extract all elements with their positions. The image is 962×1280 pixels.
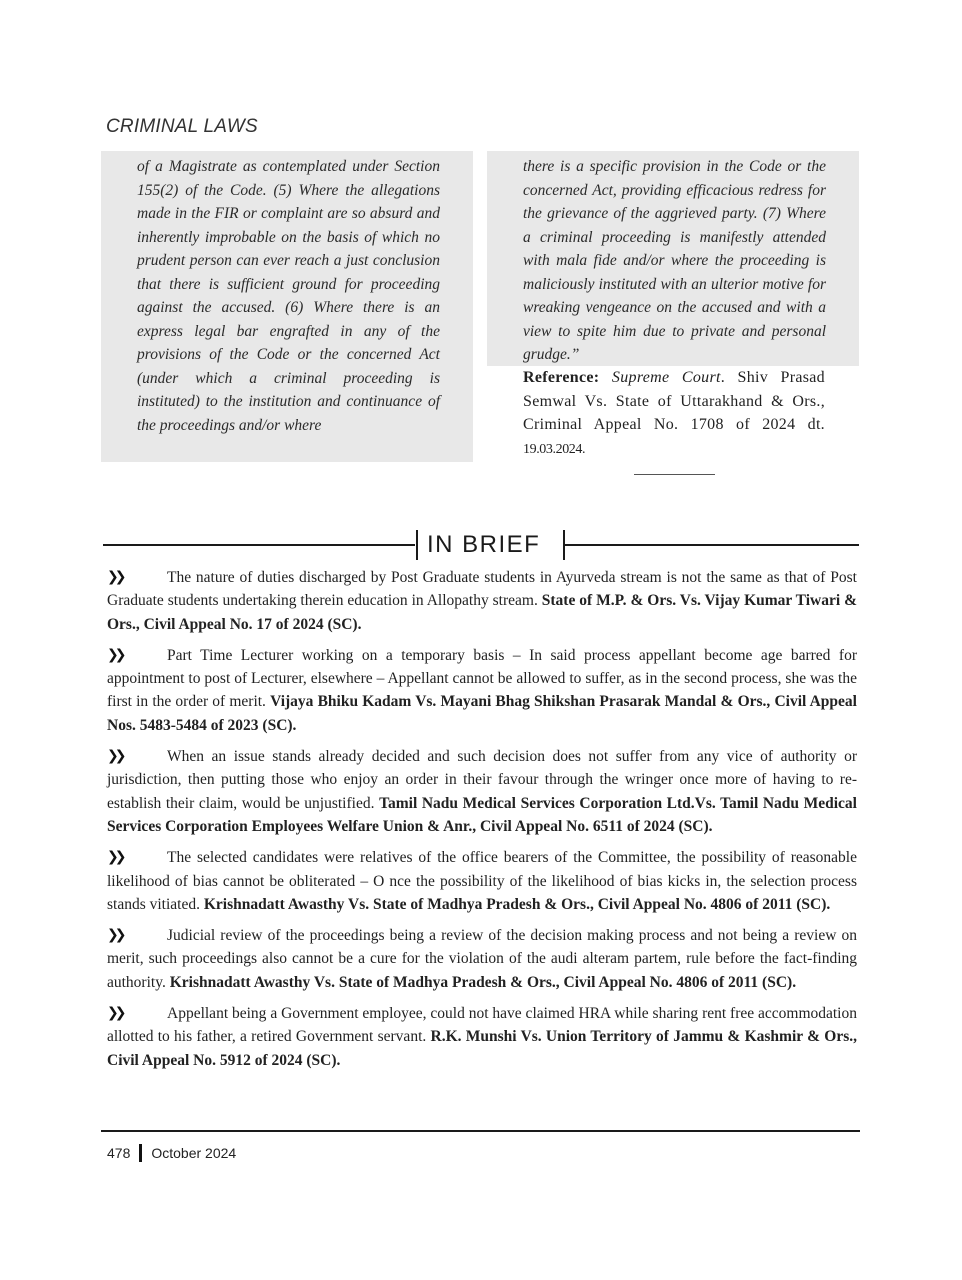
brief-citation: Vijaya Bhiku Kadam Vs. Mayani Bhag Shikshan Prasarak Mandal & Ors., Civil Appeal Nos. 5483-5484 of 2023 (SC).	[107, 693, 857, 734]
brief-item	[107, 745, 857, 838]
in-brief-header	[103, 530, 859, 560]
brief-citation: Tamil Nadu Medical Services Corporation Ltd.Vs. Tamil Nadu Medical Services Corporation Employees Welfare Union & Anr., Civil Appeal No. 6511 of 2024 (SC).	[107, 794, 857, 835]
brief-item	[107, 566, 857, 636]
brief-text: The selected candidates were relatives of the office bearers of the Committee, the possibility of reasonable likelihood of bias cannot be obliterated – O nce the possibility of the likelihood of bias kicks in, the selection process stands vitiated.	[107, 849, 857, 913]
brief-text: When an issue stands already decided and such decision does not suffer from any vice of authority or jurisdiction, then putting those who enjoy an order in their favour through the wringer once more of having to re-establish their claim, would be unjustified.	[107, 748, 857, 812]
issue-date: October 2024	[151, 1145, 237, 1161]
brief-item	[107, 924, 857, 994]
section-title: CRIMINAL LAWS	[106, 116, 258, 137]
brief-citation: Krishnadatt Awasthy Vs. State of Madhya Pradesh & Ors., Civil Appeal No. 4806 of 2011 (SC).	[169, 973, 797, 991]
header-rule-right	[565, 544, 859, 546]
reference-date: 19.03.2024.	[523, 441, 586, 457]
brief-item	[107, 644, 857, 737]
quote-text-right: there is a specific provision in the Code or the concerned Act, providing efficacious redress for the grievance of the aggrieved party. (7) Where a criminal proceeding is manifestly attended with mala fide and/or where the proceeding is maliciously instituted with an ulterior motive for wreaking vengeance on the accused and with a view to spite him due to private and personal grudge.”	[523, 158, 826, 363]
reference-court: Supreme Court	[611, 369, 721, 386]
in-brief-list	[107, 566, 857, 1080]
reference-label: Reference:	[523, 369, 600, 386]
case-reference	[523, 366, 825, 461]
quote-text-left: of a Magistrate as contemplated under Section 155(2) of the Code. (5) Where the allegations made in the FIR or complaint are so absurd and inherently improbable on the basis of which no prudent person can ever reach a just conclusion that there is sufficient ground for proceeding against the accused. (6) Where there is an express legal bar engrafted in any of the provisions of the Code or the concerned Act (under which a criminal proceeding is instituted) to the institution and continuance of the proceedings and/or where	[137, 158, 440, 434]
double-chevron-icon: ❯❯	[107, 1005, 123, 1022]
brief-citation: State of M.P. & Ors. Vs. Vijay Kumar Tiwari & Ors., Civil Appeal No. 17 of 2024 (SC).	[107, 592, 858, 633]
brief-citation: R.K. Munshi Vs. Union Territory of Jammu & Kashmir & Ors., Civil Appeal No. 5912 of 2024 (SC).	[107, 1028, 858, 1069]
header-bar-left	[416, 530, 418, 560]
divider	[634, 474, 715, 475]
footer-separator	[139, 1144, 142, 1162]
page-number: 478	[107, 1145, 131, 1161]
brief-citation: Krishnadatt Awasthy Vs. State of Madhya Pradesh & Ors., Civil Appeal No. 4806 of 2011 (SC).	[203, 895, 831, 913]
double-chevron-icon: ❯❯	[107, 569, 123, 585]
double-chevron-icon: ❯❯	[107, 748, 123, 765]
brief-text: Appellant being a Government employee, could not have claimed HRA while sharing rent free accommodation allotted to his father, a retired Government servant.	[107, 1005, 857, 1046]
page-footer	[107, 1143, 236, 1163]
reference-text: . Shiv Prasad Semwal Vs. State of Uttarakhand & Ors., Criminal Appeal No. 1708 of 2024 dt.	[523, 369, 825, 433]
double-chevron-icon: ❯❯	[107, 927, 123, 944]
quote-box-right	[487, 151, 859, 366]
brief-item	[107, 1002, 857, 1072]
brief-text: Judicial review of the proceedings being a review of the decision making process and not being a review on merit, such proceedings also cannot be a cure for the violation of the audi alteram partem, rule before the fact-finding authority.	[107, 927, 857, 991]
footer-rule	[101, 1130, 860, 1132]
header-rule-left	[103, 544, 415, 546]
brief-text: Part Time Lecturer working on a temporary basis – In said process appellant become age barred for appointment to post of Lecturer, elsewhere – Appellant cannot be allowed to suffer, as in the second process, she was the first in the order of merit.	[107, 646, 857, 711]
brief-text: The nature of duties discharged by Post Graduate students in Ayurveda stream is not the same as that of Post Graduate students undertaking therein education in Allopathy stream.	[107, 569, 857, 610]
double-chevron-icon: ❯❯	[107, 646, 123, 663]
brief-item	[107, 846, 857, 916]
quote-box-left	[101, 151, 473, 462]
in-brief-title: IN BRIEF	[427, 531, 541, 558]
double-chevron-icon: ❯❯	[107, 849, 123, 866]
